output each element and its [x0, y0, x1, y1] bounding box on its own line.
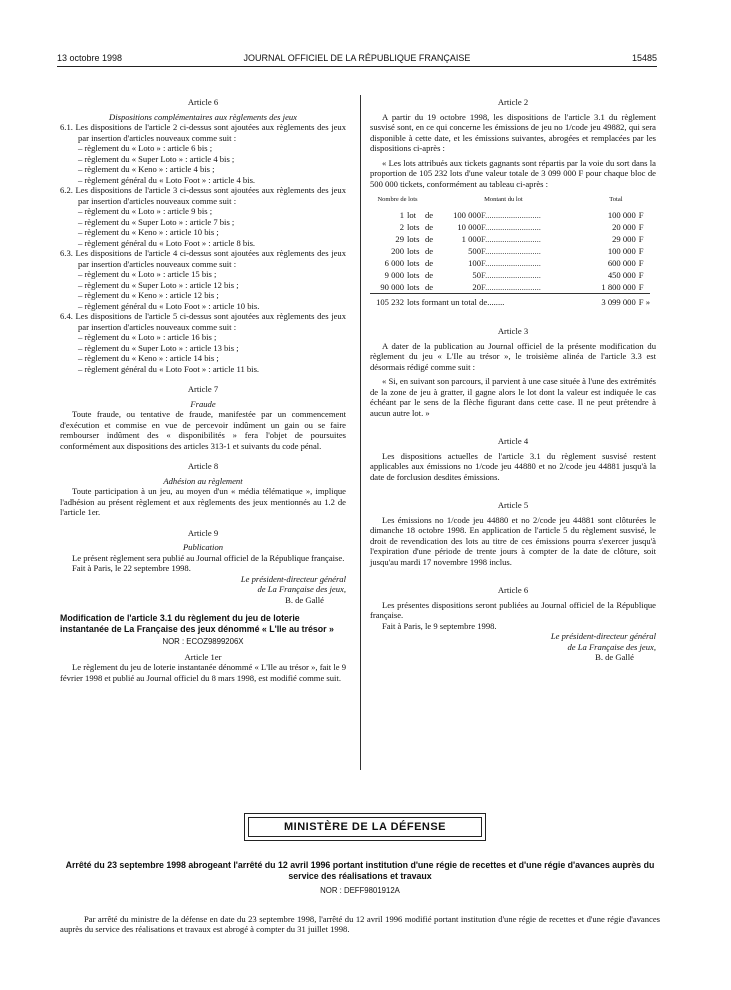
signing-date: Fait à Paris, le 22 septembre 1998.: [72, 563, 191, 573]
lot-value: 500: [468, 245, 481, 256]
nor-reference: NOR : DEFF9801912A: [320, 886, 400, 895]
ministry-banner: [244, 813, 486, 841]
clause-item: – règlement du « Keno » : article 12 bis ;: [78, 290, 219, 300]
article-heading: Article 6: [497, 585, 529, 595]
article-text: Les dispositions actuelles de l'article 3.1 du règlement susvisé restent applicables aux émissions no 1/code jeu 44880 et no 2/code jeu 44881 jusqu'à la date de forclusion desdites émissions.: [370, 450, 656, 482]
article-text: Toute fraude, ou tentative de fraude, manifestée par un commencement d'exécution et commise en vue de percevoir indûment un gain ou se faire rembourser indûment des « disponibilités » fera l'objet de poursuites conformément aux dispositions des articles 313-1 et suivants du code pénal.: [60, 409, 346, 451]
lot-preposition: de: [425, 209, 434, 220]
currency: F: [638, 209, 644, 220]
ministry-banner-label: MINISTÈRE DE LA DÉFENSE: [248, 817, 482, 837]
signatory-organisation: de La Française des jeux,: [567, 641, 656, 652]
dot-leader: ........: [487, 296, 505, 307]
total-lot-count: 105 232: [370, 294, 404, 309]
column-header-amount: Montant du lot: [484, 196, 523, 203]
article-subheading: Dispositions complémentaires aux règlements des jeux: [109, 111, 297, 122]
total-label-text: lots formant un total de: [407, 296, 488, 307]
article-heading: Article 6: [187, 97, 219, 107]
right-column: [370, 97, 656, 663]
table-row: [370, 209, 650, 221]
clause-item: – règlement général du « Loto Foot » : article 10 bis.: [78, 300, 260, 311]
section-title: Modification de l'article 3.1 du règlement du jeu de loterie instantanée de La Française des jeux dénommé « L'Ile au trésor »: [60, 613, 334, 634]
left-column: [60, 97, 346, 683]
lot-preposition: de: [425, 221, 434, 232]
clause-item: – règlement du « Super Loto » : article 7 bis ;: [78, 216, 235, 227]
signatory-title: Le président-directeur général: [550, 631, 656, 641]
dot-leader: F..........................: [481, 209, 541, 220]
lot-total: 20 000: [612, 221, 636, 232]
total-label: [404, 294, 582, 309]
header-date: 13 octobre 1998: [57, 53, 123, 63]
table-total-row: [370, 294, 650, 309]
dot-leader: F..........................: [481, 269, 541, 280]
dot-leader: F..........................: [481, 221, 541, 232]
header-journal-title: JOURNAL OFFICIEL DE LA RÉPUBLIQUE FRANÇAISE: [243, 53, 471, 63]
lot-preposition: de: [425, 245, 434, 256]
currency: F: [638, 281, 644, 292]
table-header-row: [370, 195, 650, 209]
clause-6-4: 6.4. Les dispositions de l'article 5 ci-dessus sont ajoutées aux règlements des jeux par insertion d'articles nouveaux comme suit :: [60, 311, 346, 332]
signatory-organisation: de La Française des jeux,: [257, 584, 346, 594]
currency: F: [638, 245, 644, 256]
nor-reference: NOR : ECOZ9899206X: [162, 637, 244, 646]
dot-leader: F..........................: [481, 233, 541, 244]
lot-value: 100: [468, 257, 481, 268]
clause-6-1: 6.1. Les dispositions de l'article 2 ci-dessus sont ajoutées aux règlements des jeux par insertion d'articles nouveaux comme suit :: [60, 122, 346, 143]
table-row: [370, 221, 650, 233]
table-row: [370, 257, 650, 269]
total-amount: 3 099 000: [582, 294, 636, 309]
lot-total: 100 000: [607, 245, 636, 256]
column-header-lots: Nombre de lots: [377, 196, 418, 203]
clause-item: – règlement du « Loto » : article 6 bis ;: [78, 143, 213, 153]
table-row: [370, 281, 650, 294]
clause-6-3: 6.3. Les dispositions de l'article 4 ci-dessus sont ajoutées aux règlements des jeux par insertion d'articles nouveaux comme suit :: [60, 248, 346, 269]
lot-value: 100 000: [453, 209, 481, 220]
clause-item: – règlement général du « Loto Foot » : article 11 bis.: [78, 363, 260, 374]
currency: F: [638, 257, 644, 268]
lot-value: 50: [472, 269, 481, 280]
total-currency: F »: [636, 294, 650, 309]
decree-title: Arrêté du 23 septembre 1998 abrogeant l'arrêté du 12 avril 1996 portant institution d'une régie de recettes et d'une régie d'avances auprès du service des réalisations et travaux: [65, 860, 655, 881]
lot-unit: lots: [407, 221, 420, 232]
lot-value: 1 000: [461, 233, 481, 244]
article-subheading: Adhésion au règlement: [163, 475, 243, 486]
lot-unit: lots: [407, 257, 420, 268]
dot-leader: F..........................: [481, 245, 541, 256]
lot-unit: lots: [407, 269, 420, 280]
article-heading: Article 1er: [184, 651, 222, 662]
currency: F: [638, 269, 644, 280]
article-text: Les présentes dispositions seront publiées au Journal officiel de la République française.: [370, 599, 656, 620]
clause-item: – règlement du « Loto » : article 16 bis ;: [78, 332, 217, 342]
article-subheading: Fraude: [190, 398, 216, 409]
article-heading: Article 2: [497, 97, 529, 107]
article-text: Les émissions no 1/code jeu 44880 et no 2/code jeu 44881 sont clôturées le dimanche 18 octobre 1998. En application de l'article 5 du règlement susvisé, le droit de revendication des lots au titre de ces émissions pourra s'exercer jusqu'à l'expiration d'une période de trente jours à compter de la date de clôture, soit jusqu'au mardi 17 novembre 1998 inclus.: [370, 514, 656, 567]
lot-unit: lots: [407, 233, 420, 244]
clause-item: – règlement général du « Loto Foot » : article 8 bis.: [78, 237, 256, 248]
article-heading: Article 5: [497, 500, 529, 510]
lot-total: 100 000: [607, 209, 636, 220]
prize-table-body: [370, 209, 650, 294]
lot-preposition: de: [425, 281, 434, 292]
clause-item: – règlement du « Keno » : article 14 bis ;: [78, 353, 219, 363]
lot-value: 10 000: [457, 221, 481, 232]
prize-table: [370, 195, 650, 308]
article-text: A dater de la publication au Journal officiel de la présente modification du règlement du jeu « L'Ile au trésor », le troisième alinéa de l'article 3.3 est désormais rédigé comme suit :: [370, 340, 656, 372]
lot-unit: lots: [407, 281, 420, 292]
dot-leader: F..........................: [481, 281, 541, 292]
clause-6-2: 6.2. Les dispositions de l'article 3 ci-dessus sont ajoutées aux règlements des jeux par insertion d'articles nouveaux comme suit :: [60, 185, 346, 206]
lot-count: 1: [399, 209, 404, 220]
lot-total: 1 800 000: [601, 281, 636, 292]
currency: F: [638, 233, 644, 244]
lot-value: 20: [472, 281, 481, 292]
article-heading: Article 7: [187, 384, 219, 394]
column-header-total: Total: [609, 196, 623, 203]
lot-total: 450 000: [607, 269, 636, 280]
lot-unit: lot: [407, 209, 417, 220]
article-heading: Article 9: [187, 527, 219, 538]
signatory-title: Le président-directeur général: [240, 573, 346, 584]
clause-item: – règlement du « Loto » : article 15 bis ;: [78, 269, 217, 279]
signatory-name: B. de Gallé: [285, 594, 324, 605]
signatory-name: B. de Gallé: [595, 652, 634, 662]
article-subheading: Publication: [182, 542, 224, 552]
quoted-text: « Les lots attribués aux tickets gagnants sont répartis par la voie du sort dans la proportion de 105 232 lots d'une valeur totale de 3 099 000 F pour chaque bloc de 500 000 tickets, conformément au tableau ci-après :: [370, 157, 656, 189]
article-heading: Article 8: [187, 461, 219, 471]
clause-item: – règlement du « Keno » : article 10 bis ;: [78, 227, 219, 237]
article-text: A partir du 19 octobre 1998, les dispositions de l'article 3.1 du règlement susvisé sont, en ce qui concerne les émissions de jeu no 1/code jeu 49882, qui sera disponible à cette date, et les émissions suivantes, abrogées et remplacées par les dispositions ci-après :: [370, 111, 656, 153]
lot-count: 29: [395, 233, 404, 244]
lot-count: 200: [391, 245, 404, 256]
header-rule: [57, 66, 657, 67]
lot-preposition: de: [425, 233, 434, 244]
lot-count: 2: [399, 221, 404, 232]
header-page-number: 15485: [631, 53, 657, 63]
clause-item: – règlement général du « Loto Foot » : article 4 bis.: [78, 174, 256, 185]
lot-preposition: de: [425, 257, 434, 268]
lot-unit: lots: [407, 245, 420, 256]
table-row: [370, 245, 650, 257]
clause-item: – règlement du « Keno » : article 4 bis ;: [78, 164, 215, 174]
signing-date: Fait à Paris, le 9 septembre 1998.: [382, 620, 497, 631]
article-text: Le présent règlement sera publié au Journal officiel de la République française.: [72, 552, 345, 563]
article-text: Le règlement du jeu de loterie instantanée dénommé « L'Ile au trésor », fait le 9 février 1998 et publié au Journal officiel du 8 mars 1998, est modifié comme suit.: [60, 662, 346, 683]
lot-total: 600 000: [607, 257, 636, 268]
table-row: [370, 269, 650, 281]
decree-text: Par arrêté du ministre de la défense en date du 23 septembre 1998, l'arrêté du 12 avril 1996 modifié portant institution d'une régie de recettes et d'une régie d'avances auprès du service des réalisations et travaux est abrogé à compter du 31 juillet 1998.: [60, 913, 660, 935]
lot-count: 90 000: [380, 281, 404, 292]
article-text: Toute participation à un jeu, au moyen d'un « média télématique », implique l'adhésion au présent règlement et aux règlements des jeux mentionnés au 1.2 de l'article 1er.: [60, 486, 346, 517]
column-separator: [360, 95, 361, 770]
table-row: [370, 233, 650, 245]
article-heading: Article 4: [497, 436, 529, 446]
clause-item: – règlement du « Super Loto » : article 4 bis ;: [78, 153, 235, 164]
lot-count: 6 000: [384, 257, 404, 268]
lot-total: 29 000: [612, 233, 636, 244]
clause-item: – règlement du « Super Loto » : article 13 bis ;: [78, 342, 239, 353]
dot-leader: F..........................: [481, 257, 541, 268]
clause-item: – règlement du « Loto » : article 9 bis ;: [78, 206, 213, 216]
lot-count: 9 000: [384, 269, 404, 280]
lot-preposition: de: [425, 269, 434, 280]
currency: F: [638, 221, 644, 232]
article-heading: Article 3: [497, 326, 529, 336]
quoted-text: « Si, en suivant son parcours, il parvient à une case située à l'une des extrémités de la zone de jeu à gratter, il gagne alors le lot dont la valeur est indiquée le cas échéant par le sens de la flèche figurant dans cette case. Il ne peut prétendre à aucun autre lot. »: [370, 376, 656, 418]
clause-item: – règlement du « Super Loto » : article 12 bis ;: [78, 279, 239, 290]
